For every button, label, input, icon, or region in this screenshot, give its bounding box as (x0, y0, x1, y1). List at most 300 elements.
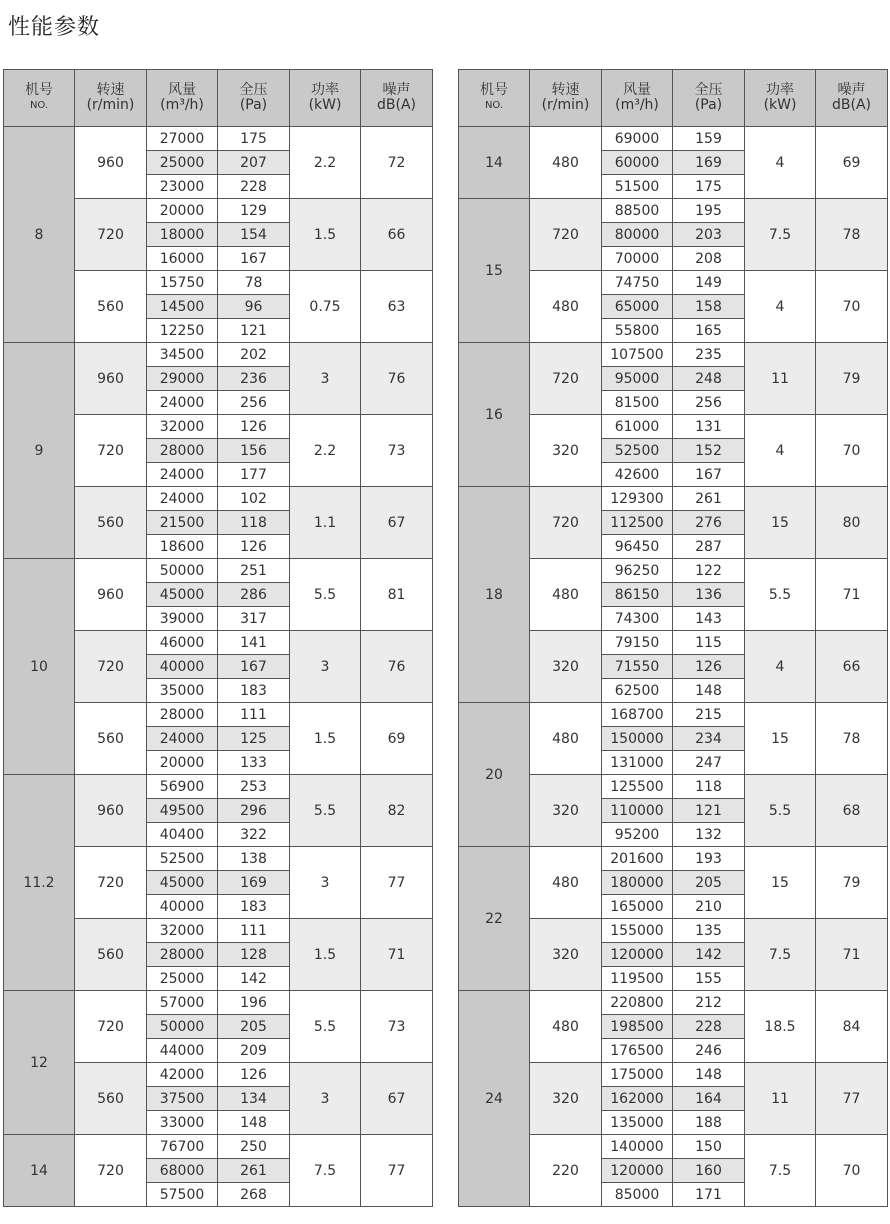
table-body (4, 127, 433, 1207)
column-header (75, 70, 147, 127)
airflow-cell: 119500 (602, 967, 673, 991)
airflow-cell: 28000 (147, 703, 218, 727)
pressure-cell: 167 (218, 247, 290, 271)
power-cell: 3 (290, 631, 361, 703)
pressure-cell: 126 (218, 1063, 290, 1087)
airflow-cell: 176500 (602, 1039, 673, 1063)
column-header-label: 全压 (694, 82, 723, 98)
pressure-cell: 125 (218, 727, 290, 751)
airflow-cell: 135000 (602, 1111, 673, 1135)
noise-cell: 69 (816, 127, 888, 199)
airflow-cell: 28000 (147, 439, 218, 463)
airflow-cell: 131000 (602, 751, 673, 775)
noise-cell: 63 (361, 271, 433, 343)
speed-cell: 220 (530, 1135, 602, 1207)
speed-cell: 560 (75, 703, 147, 775)
airflow-cell: 107500 (602, 343, 673, 367)
column-header-label: 噪声 (382, 82, 411, 98)
speed-cell: 720 (75, 1135, 147, 1207)
pressure-cell: 235 (673, 343, 745, 367)
pressure-cell: 251 (218, 559, 290, 583)
airflow-cell: 69000 (602, 127, 673, 151)
model-number-cell: 10 (4, 559, 75, 775)
model-number-cell: 22 (459, 847, 530, 991)
table-row (459, 127, 888, 151)
airflow-cell: 96250 (602, 559, 673, 583)
pressure-cell: 210 (673, 895, 745, 919)
airflow-cell: 95000 (602, 367, 673, 391)
model-number-cell: 12 (4, 991, 75, 1135)
power-cell: 3 (290, 343, 361, 415)
column-header (4, 70, 75, 127)
column-header-label: 风量 (623, 82, 651, 98)
noise-cell: 67 (361, 1063, 433, 1135)
noise-cell: 76 (361, 631, 433, 703)
speed-cell: 560 (75, 271, 147, 343)
speed-cell: 720 (75, 991, 147, 1063)
column-header-unit: (r/min) (86, 97, 135, 113)
table-row (459, 703, 888, 727)
airflow-cell: 61000 (602, 415, 673, 439)
column-header-unit: (Pa) (694, 97, 723, 113)
airflow-cell: 165000 (602, 895, 673, 919)
pressure-cell: 78 (218, 271, 290, 295)
airflow-cell: 40000 (147, 895, 218, 919)
noise-cell: 80 (816, 487, 888, 559)
pressure-cell: 122 (673, 559, 745, 583)
pressure-cell: 159 (673, 127, 745, 151)
pressure-cell: 111 (218, 703, 290, 727)
pressure-cell: 165 (673, 319, 745, 343)
pressure-cell: 164 (673, 1087, 745, 1111)
airflow-cell: 74750 (602, 271, 673, 295)
model-number-cell: 16 (459, 343, 530, 487)
model-number-cell: 11.2 (4, 775, 75, 991)
noise-cell: 66 (361, 199, 433, 271)
power-cell: 4 (745, 631, 816, 703)
pressure-cell: 287 (673, 535, 745, 559)
pressure-cell: 317 (218, 607, 290, 631)
table-row (4, 775, 433, 799)
column-header-unit: NO. (484, 100, 504, 111)
pressure-cell: 138 (218, 847, 290, 871)
pressure-cell: 228 (673, 1015, 745, 1039)
column-header-unit: (kW) (308, 97, 342, 113)
airflow-cell: 56900 (147, 775, 218, 799)
column-header-label: 功率 (311, 82, 339, 98)
power-cell: 4 (745, 415, 816, 487)
airflow-cell: 180000 (602, 871, 673, 895)
speed-cell: 720 (75, 847, 147, 919)
speed-cell: 560 (75, 919, 147, 991)
pressure-cell: 253 (218, 775, 290, 799)
pressure-cell: 207 (218, 151, 290, 175)
airflow-cell: 15750 (147, 271, 218, 295)
column-header (459, 70, 530, 127)
airflow-cell: 150000 (602, 727, 673, 751)
airflow-cell: 23000 (147, 175, 218, 199)
speed-cell: 560 (75, 1063, 147, 1135)
pressure-cell: 296 (218, 799, 290, 823)
noise-cell: 78 (816, 199, 888, 271)
airflow-cell: 110000 (602, 799, 673, 823)
pressure-cell: 169 (673, 151, 745, 175)
airflow-cell: 57500 (147, 1183, 218, 1207)
column-header-label: 机号 (25, 82, 53, 98)
airflow-cell: 120000 (602, 1159, 673, 1183)
airflow-cell: 49500 (147, 799, 218, 823)
airflow-cell: 28000 (147, 943, 218, 967)
column-header (361, 70, 433, 127)
speed-cell: 960 (75, 559, 147, 631)
pressure-cell: 215 (673, 703, 745, 727)
airflow-cell: 60000 (602, 151, 673, 175)
column-header (147, 70, 218, 127)
speed-cell: 960 (75, 775, 147, 847)
speed-cell: 320 (530, 1063, 602, 1135)
performance-table-left (3, 69, 433, 1207)
noise-cell: 71 (816, 919, 888, 991)
power-cell: 11 (745, 343, 816, 415)
page-title: 性能参数 (8, 15, 101, 40)
power-cell: 3 (290, 847, 361, 919)
noise-cell: 71 (361, 919, 433, 991)
airflow-cell: 198500 (602, 1015, 673, 1039)
pressure-cell: 131 (673, 415, 745, 439)
pressure-cell: 167 (673, 463, 745, 487)
pressure-cell: 132 (673, 823, 745, 847)
pressure-cell: 261 (218, 1159, 290, 1183)
airflow-cell: 25000 (147, 967, 218, 991)
pressure-cell: 141 (218, 631, 290, 655)
table-row (4, 991, 433, 1015)
performance-table-right (458, 69, 888, 1207)
airflow-cell: 70000 (602, 247, 673, 271)
airflow-cell: 25000 (147, 151, 218, 175)
airflow-cell: 79150 (602, 631, 673, 655)
pressure-cell: 126 (218, 415, 290, 439)
airflow-cell: 42600 (602, 463, 673, 487)
power-cell: 1.5 (290, 919, 361, 991)
power-cell: 4 (745, 127, 816, 199)
pressure-cell: 247 (673, 751, 745, 775)
header-row (459, 70, 888, 127)
pressure-cell: 195 (673, 199, 745, 223)
pressure-cell: 171 (673, 1183, 745, 1207)
pressure-cell: 156 (218, 439, 290, 463)
noise-cell: 84 (816, 991, 888, 1063)
speed-cell: 480 (530, 847, 602, 919)
power-cell: 1.5 (290, 199, 361, 271)
noise-cell: 70 (816, 1135, 888, 1207)
noise-cell: 79 (816, 343, 888, 415)
column-header-unit: (m³/h) (615, 97, 659, 113)
airflow-cell: 55800 (602, 319, 673, 343)
noise-cell: 76 (361, 343, 433, 415)
column-header-label: 噪声 (837, 82, 866, 98)
airflow-cell: 20000 (147, 199, 218, 223)
airflow-cell: 52500 (602, 439, 673, 463)
power-cell: 7.5 (745, 1135, 816, 1207)
power-cell: 5.5 (745, 775, 816, 847)
speed-cell: 480 (530, 559, 602, 631)
noise-cell: 79 (816, 847, 888, 919)
airflow-cell: 155000 (602, 919, 673, 943)
airflow-cell: 120000 (602, 943, 673, 967)
power-cell: 0.75 (290, 271, 361, 343)
column-header-unit: (kW) (763, 97, 797, 113)
power-cell: 7.5 (290, 1135, 361, 1207)
pressure-cell: 188 (673, 1111, 745, 1135)
pressure-cell: 322 (218, 823, 290, 847)
pressure-cell: 155 (673, 967, 745, 991)
pressure-cell: 148 (218, 1111, 290, 1135)
power-cell: 2.2 (290, 415, 361, 487)
pressure-cell: 286 (218, 583, 290, 607)
airflow-cell: 65000 (602, 295, 673, 319)
pressure-cell: 208 (673, 247, 745, 271)
airflow-cell: 40400 (147, 823, 218, 847)
power-cell: 18.5 (745, 991, 816, 1063)
pressure-cell: 276 (673, 511, 745, 535)
speed-cell: 480 (530, 991, 602, 1063)
airflow-cell: 71550 (602, 655, 673, 679)
airflow-cell: 80000 (602, 223, 673, 247)
pressure-cell: 115 (673, 631, 745, 655)
speed-cell: 720 (530, 343, 602, 415)
power-cell: 5.5 (290, 775, 361, 847)
airflow-cell: 40000 (147, 655, 218, 679)
pressure-cell: 142 (218, 967, 290, 991)
airflow-cell: 74300 (602, 607, 673, 631)
noise-cell: 78 (816, 703, 888, 775)
noise-cell: 67 (361, 487, 433, 559)
airflow-cell: 18000 (147, 223, 218, 247)
speed-cell: 720 (530, 199, 602, 271)
pressure-cell: 134 (218, 1087, 290, 1111)
airflow-cell: 140000 (602, 1135, 673, 1159)
pressure-cell: 128 (218, 943, 290, 967)
model-number-cell: 14 (4, 1135, 75, 1207)
speed-cell: 960 (75, 127, 147, 199)
pressure-cell: 152 (673, 439, 745, 463)
table-row (4, 559, 433, 583)
column-header-unit: (m³/h) (160, 97, 204, 113)
power-cell: 15 (745, 487, 816, 559)
airflow-cell: 81500 (602, 391, 673, 415)
airflow-cell: 20000 (147, 751, 218, 775)
column-header (602, 70, 673, 127)
pressure-cell: 261 (673, 487, 745, 511)
noise-cell: 70 (816, 271, 888, 343)
airflow-cell: 95200 (602, 823, 673, 847)
model-number-cell: 15 (459, 199, 530, 343)
pressure-cell: 143 (673, 607, 745, 631)
airflow-cell: 24000 (147, 391, 218, 415)
airflow-cell: 62500 (602, 679, 673, 703)
model-number-cell: 24 (459, 991, 530, 1207)
column-header-label: 功率 (766, 82, 794, 98)
pressure-cell: 205 (673, 871, 745, 895)
pressure-cell: 133 (218, 751, 290, 775)
noise-cell: 77 (361, 1135, 433, 1207)
pressure-cell: 250 (218, 1135, 290, 1159)
speed-cell: 720 (75, 415, 147, 487)
noise-cell: 70 (816, 415, 888, 487)
pressure-cell: 126 (673, 655, 745, 679)
speed-cell: 480 (530, 703, 602, 775)
airflow-cell: 201600 (602, 847, 673, 871)
pressure-cell: 96 (218, 295, 290, 319)
pressure-cell: 118 (218, 511, 290, 535)
pressure-cell: 121 (673, 799, 745, 823)
airflow-cell: 29000 (147, 367, 218, 391)
noise-cell: 73 (361, 991, 433, 1063)
pressure-cell: 148 (673, 679, 745, 703)
table-row (4, 1135, 433, 1159)
model-number-cell: 8 (4, 127, 75, 343)
pressure-cell: 193 (673, 847, 745, 871)
airflow-cell: 42000 (147, 1063, 218, 1087)
pressure-cell: 177 (218, 463, 290, 487)
header-row (4, 70, 433, 127)
pressure-cell: 234 (673, 727, 745, 751)
airflow-cell: 32000 (147, 919, 218, 943)
pressure-cell: 169 (218, 871, 290, 895)
pressure-cell: 150 (673, 1135, 745, 1159)
column-header-label: 全压 (239, 82, 268, 98)
pressure-cell: 118 (673, 775, 745, 799)
table-header (4, 70, 433, 127)
airflow-cell: 27000 (147, 127, 218, 151)
airflow-cell: 86150 (602, 583, 673, 607)
pressure-cell: 167 (218, 655, 290, 679)
column-header-unit: NO. (29, 100, 49, 111)
power-cell: 3 (290, 1063, 361, 1135)
pressure-cell: 175 (673, 175, 745, 199)
airflow-cell: 45000 (147, 583, 218, 607)
power-cell: 5.5 (745, 559, 816, 631)
pressure-cell: 102 (218, 487, 290, 511)
noise-cell: 73 (361, 415, 433, 487)
power-cell: 7.5 (745, 199, 816, 271)
speed-cell: 480 (530, 127, 602, 199)
column-header-unit: (r/min) (541, 97, 590, 113)
airflow-cell: 32000 (147, 415, 218, 439)
column-header-label: 机号 (480, 82, 508, 98)
airflow-cell: 44000 (147, 1039, 218, 1063)
speed-cell: 720 (75, 631, 147, 703)
model-number-cell: 20 (459, 703, 530, 847)
pressure-cell: 135 (673, 919, 745, 943)
airflow-cell: 14500 (147, 295, 218, 319)
pressure-cell: 126 (218, 535, 290, 559)
noise-cell: 66 (816, 631, 888, 703)
airflow-cell: 112500 (602, 511, 673, 535)
pressure-cell: 183 (218, 679, 290, 703)
noise-cell: 77 (361, 847, 433, 919)
column-header (745, 70, 816, 127)
speed-cell: 320 (530, 775, 602, 847)
speed-cell: 320 (530, 415, 602, 487)
column-header-label: 风量 (168, 82, 196, 98)
airflow-cell: 50000 (147, 559, 218, 583)
column-header (530, 70, 602, 127)
airflow-cell: 175000 (602, 1063, 673, 1087)
airflow-cell: 35000 (147, 679, 218, 703)
noise-cell: 68 (816, 775, 888, 847)
pressure-cell: 183 (218, 895, 290, 919)
pressure-cell: 236 (218, 367, 290, 391)
pressure-cell: 148 (673, 1063, 745, 1087)
pressure-cell: 256 (673, 391, 745, 415)
airflow-cell: 51500 (602, 175, 673, 199)
pressure-cell: 149 (673, 271, 745, 295)
airflow-cell: 220800 (602, 991, 673, 1015)
model-number-cell: 18 (459, 487, 530, 703)
power-cell: 15 (745, 703, 816, 775)
airflow-cell: 37500 (147, 1087, 218, 1111)
column-header-label: 转速 (551, 82, 580, 98)
model-number-cell: 9 (4, 343, 75, 559)
pressure-cell: 256 (218, 391, 290, 415)
airflow-cell: 46000 (147, 631, 218, 655)
speed-cell: 320 (530, 919, 602, 991)
pressure-cell: 268 (218, 1183, 290, 1207)
table-row (4, 127, 433, 151)
table-row (459, 343, 888, 367)
pressure-cell: 136 (673, 583, 745, 607)
power-cell: 2.2 (290, 127, 361, 199)
airflow-cell: 125500 (602, 775, 673, 799)
table-row (459, 847, 888, 871)
pressure-cell: 228 (218, 175, 290, 199)
power-cell: 1.5 (290, 703, 361, 775)
speed-cell: 560 (75, 487, 147, 559)
power-cell: 4 (745, 271, 816, 343)
column-header (673, 70, 745, 127)
pressure-cell: 196 (218, 991, 290, 1015)
power-cell: 5.5 (290, 559, 361, 631)
airflow-cell: 18600 (147, 535, 218, 559)
table-row (459, 991, 888, 1015)
power-cell: 7.5 (745, 919, 816, 991)
power-cell: 15 (745, 847, 816, 919)
column-header (290, 70, 361, 127)
pressure-cell: 111 (218, 919, 290, 943)
pressure-cell: 203 (673, 223, 745, 247)
column-header-unit: dB(A) (377, 97, 416, 113)
airflow-cell: 24000 (147, 487, 218, 511)
airflow-cell: 12250 (147, 319, 218, 343)
pressure-cell: 160 (673, 1159, 745, 1183)
noise-cell: 82 (361, 775, 433, 847)
pressure-cell: 246 (673, 1039, 745, 1063)
pressure-cell: 205 (218, 1015, 290, 1039)
airflow-cell: 34500 (147, 343, 218, 367)
pressure-cell: 175 (218, 127, 290, 151)
column-header-unit: dB(A) (832, 97, 871, 113)
model-number-cell: 14 (459, 127, 530, 199)
pressure-cell: 154 (218, 223, 290, 247)
pressure-cell: 212 (673, 991, 745, 1015)
pressure-cell: 248 (673, 367, 745, 391)
column-header-unit: (Pa) (239, 97, 268, 113)
pressure-cell: 129 (218, 199, 290, 223)
airflow-cell: 85000 (602, 1183, 673, 1207)
power-cell: 11 (745, 1063, 816, 1135)
airflow-cell: 57000 (147, 991, 218, 1015)
